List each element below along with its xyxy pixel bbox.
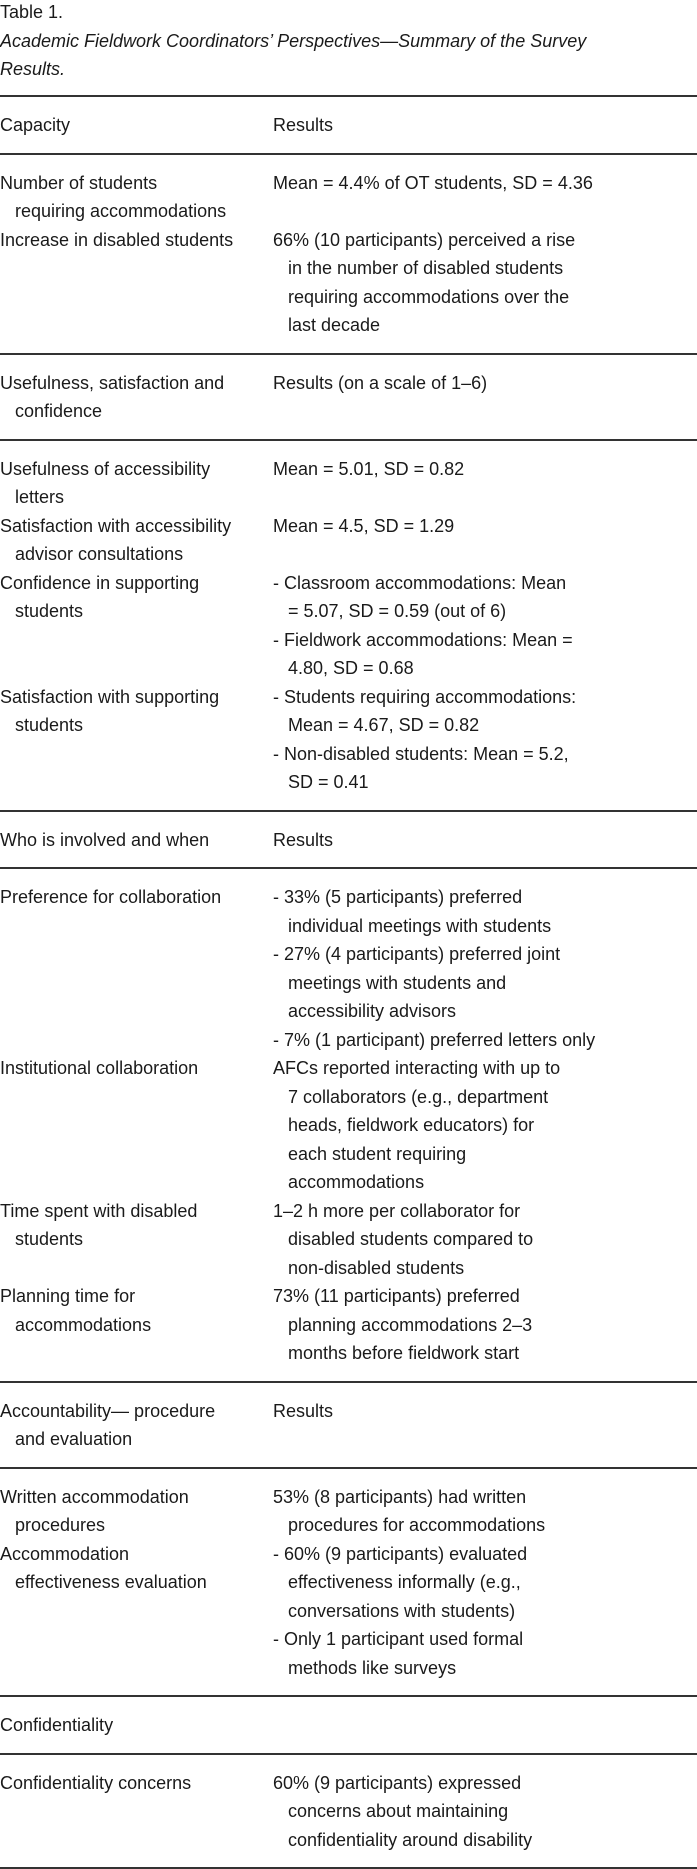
summary-table bbox=[0, 95, 697, 1869]
cell-line: Satisfaction with supporting bbox=[0, 686, 220, 707]
row-results bbox=[273, 169, 697, 226]
cell-line: 4.80, SD = 0.68 bbox=[288, 658, 414, 678]
cell-line: Written accommodation bbox=[0, 1486, 189, 1507]
section-header bbox=[0, 1697, 697, 1753]
cell-line: Mean = 4.4% of OT students, SD = 4.36 bbox=[273, 172, 593, 193]
cell-line: 1–2 h more per collaborator for bbox=[273, 1200, 521, 1221]
cell-line: Mean = 4.67, SD = 0.82 bbox=[288, 715, 480, 735]
cell-line: Satisfaction with accessibility bbox=[0, 515, 232, 536]
header-results bbox=[273, 826, 697, 855]
row-results bbox=[273, 455, 697, 512]
cell-line: Results bbox=[273, 115, 334, 135]
section-body bbox=[0, 1755, 697, 1868]
cell-line: - Students requiring accommodations: bbox=[273, 686, 577, 707]
row-label bbox=[0, 455, 273, 512]
table-row bbox=[0, 1483, 697, 1540]
cell-line: 7 collaborators (e.g., department bbox=[288, 1086, 549, 1107]
table-row bbox=[0, 1282, 697, 1368]
table-row bbox=[0, 1197, 697, 1283]
cell-line: procedures for accommodations bbox=[288, 1515, 546, 1535]
table-subtitle-line: Academic Fieldwork Coordinators’ Perspectives—Summary of the Survey bbox=[0, 30, 587, 51]
section-body bbox=[0, 441, 697, 810]
cell-line: 73% (11 participants) preferred bbox=[273, 1286, 520, 1306]
header-results bbox=[273, 1397, 697, 1454]
cell-line: Confidence in supporting bbox=[0, 572, 200, 593]
cell-line: non-disabled students bbox=[288, 1257, 465, 1278]
cell-line: Number of students bbox=[0, 172, 158, 193]
section-header bbox=[0, 97, 697, 153]
cell-line: Results bbox=[273, 1400, 334, 1421]
cell-line: - Only 1 participant used formal bbox=[273, 1629, 524, 1649]
table-caption bbox=[0, 0, 697, 95]
cell-line: letters bbox=[15, 487, 65, 507]
cell-line: confidence bbox=[15, 401, 103, 421]
cell-line: 66% (10 participants) perceived a rise bbox=[273, 229, 576, 250]
table-row bbox=[0, 569, 697, 683]
cell-line: students bbox=[15, 1229, 84, 1249]
cell-line: Usefulness, satisfaction and bbox=[0, 372, 225, 393]
table-row bbox=[0, 1054, 697, 1197]
header-results bbox=[273, 111, 697, 140]
cell-line: Confidentiality bbox=[0, 1715, 114, 1735]
header-label bbox=[0, 369, 273, 426]
cell-line: students bbox=[15, 715, 84, 735]
cell-line: - Non-disabled students: Mean = 5.2, bbox=[273, 743, 569, 764]
cell-line: Results (on a scale of 1–6) bbox=[273, 372, 488, 393]
row-results bbox=[273, 569, 697, 683]
row-results bbox=[273, 1769, 697, 1855]
header-label bbox=[0, 1397, 273, 1454]
cell-line: last decade bbox=[288, 315, 381, 335]
header-row bbox=[0, 369, 697, 426]
cell-line: Usefulness of accessibility bbox=[0, 458, 211, 479]
cell-line: Planning time for bbox=[0, 1286, 136, 1306]
table-title: Table 1. bbox=[0, 2, 64, 22]
cell-line: SD = 0.41 bbox=[288, 772, 369, 792]
section-header bbox=[0, 812, 697, 868]
table-subtitle-line: Results. bbox=[0, 59, 66, 79]
row-label bbox=[0, 1282, 273, 1368]
table-row bbox=[0, 169, 697, 226]
cell-line: - 60% (9 participants) evaluated bbox=[273, 1543, 528, 1564]
table-row bbox=[0, 1769, 697, 1855]
header-results bbox=[273, 369, 697, 426]
header-row bbox=[0, 1397, 697, 1454]
row-label bbox=[0, 226, 273, 340]
cell-line: effectiveness evaluation bbox=[15, 1572, 207, 1592]
section-header bbox=[0, 355, 697, 439]
row-label bbox=[0, 569, 273, 683]
cell-line: accommodations bbox=[288, 1172, 425, 1192]
header-row bbox=[0, 111, 697, 140]
row-label bbox=[0, 169, 273, 226]
cell-line: meetings with students and bbox=[288, 972, 507, 993]
row-results bbox=[273, 883, 697, 1054]
row-results bbox=[273, 226, 697, 340]
table-row bbox=[0, 683, 697, 797]
cell-line: individual meetings with students bbox=[288, 915, 552, 936]
header-label bbox=[0, 826, 273, 855]
row-label bbox=[0, 683, 273, 797]
cell-line: Who is involved and when bbox=[0, 829, 210, 850]
cell-line: = 5.07, SD = 0.59 (out of 6) bbox=[288, 601, 507, 621]
cell-line: - 7% (1 participant) preferred letters only bbox=[273, 1029, 596, 1050]
cell-line: Mean = 4.5, SD = 1.29 bbox=[273, 515, 455, 536]
header-row bbox=[0, 826, 697, 855]
row-label bbox=[0, 1483, 273, 1540]
cell-line: Mean = 5.01, SD = 0.82 bbox=[273, 458, 465, 479]
cell-line: Preference for collaboration bbox=[0, 887, 222, 907]
row-results bbox=[273, 512, 697, 569]
cell-line: accessibility advisors bbox=[288, 1001, 457, 1021]
section-body bbox=[0, 155, 697, 353]
header-label bbox=[0, 111, 273, 140]
cell-line: requiring accommodations bbox=[15, 201, 227, 221]
cell-line: each student requiring bbox=[288, 1143, 467, 1164]
table-row bbox=[0, 455, 697, 512]
cell-line: Time spent with disabled bbox=[0, 1200, 198, 1221]
section-header bbox=[0, 1383, 697, 1467]
header-results bbox=[273, 1711, 697, 1740]
cell-line: - Fieldwork accommodations: Mean = bbox=[273, 629, 573, 650]
cell-line: Confidentiality concerns bbox=[0, 1772, 192, 1793]
table-row bbox=[0, 512, 697, 569]
row-label bbox=[0, 883, 273, 1054]
cell-line: Results bbox=[273, 829, 334, 850]
cell-line: Institutional collaboration bbox=[0, 1058, 199, 1078]
header-label bbox=[0, 1711, 273, 1740]
row-label bbox=[0, 1769, 273, 1855]
row-label bbox=[0, 1054, 273, 1197]
cell-line: AFCs reported interacting with up to bbox=[273, 1058, 561, 1078]
cell-line: - 33% (5 participants) preferred bbox=[273, 887, 523, 907]
cell-line: Capacity bbox=[0, 115, 71, 135]
row-label bbox=[0, 1197, 273, 1283]
cell-line: in the number of disabled students bbox=[288, 258, 564, 278]
cell-line: advisor consultations bbox=[15, 544, 184, 564]
cell-line: months before fieldwork start bbox=[288, 1343, 520, 1363]
cell-line: and evaluation bbox=[15, 1429, 133, 1449]
cell-line: - Classroom accommodations: Mean bbox=[273, 572, 567, 593]
row-results bbox=[273, 683, 697, 797]
cell-line: methods like surveys bbox=[288, 1657, 457, 1678]
row-results bbox=[273, 1197, 697, 1283]
cell-line: requiring accommodations over the bbox=[288, 286, 570, 307]
table-row bbox=[0, 1540, 697, 1683]
row-label bbox=[0, 512, 273, 569]
row-label bbox=[0, 1540, 273, 1683]
header-row bbox=[0, 1711, 697, 1740]
cell-line: concerns about maintaining bbox=[288, 1801, 509, 1821]
row-results bbox=[273, 1282, 697, 1368]
cell-line: planning accommodations 2–3 bbox=[288, 1314, 533, 1335]
cell-line: disabled students compared to bbox=[288, 1229, 534, 1249]
table-row bbox=[0, 883, 697, 1054]
cell-line: heads, fieldwork educators) for bbox=[288, 1115, 535, 1135]
row-results bbox=[273, 1540, 697, 1683]
cell-line: 60% (9 participants) expressed bbox=[273, 1772, 522, 1793]
table-row bbox=[0, 226, 697, 340]
cell-line: Accommodation bbox=[0, 1543, 130, 1564]
row-results bbox=[273, 1483, 697, 1540]
cell-line: accommodations bbox=[15, 1314, 152, 1335]
section-body bbox=[0, 869, 697, 1381]
cell-line: 53% (8 participants) had written bbox=[273, 1486, 527, 1507]
cell-line: students bbox=[15, 601, 84, 621]
cell-line: conversations with students) bbox=[288, 1600, 516, 1621]
cell-line: effectiveness informally (e.g., bbox=[288, 1572, 521, 1592]
cell-line: - 27% (4 participants) preferred joint bbox=[273, 944, 561, 964]
cell-line: Increase in disabled students bbox=[0, 229, 234, 250]
row-results bbox=[273, 1054, 697, 1197]
cell-line: procedures bbox=[15, 1515, 106, 1535]
cell-line: Accountability— procedure bbox=[0, 1400, 216, 1421]
cell-line: confidentiality around disability bbox=[288, 1829, 533, 1850]
section-body bbox=[0, 1469, 697, 1696]
